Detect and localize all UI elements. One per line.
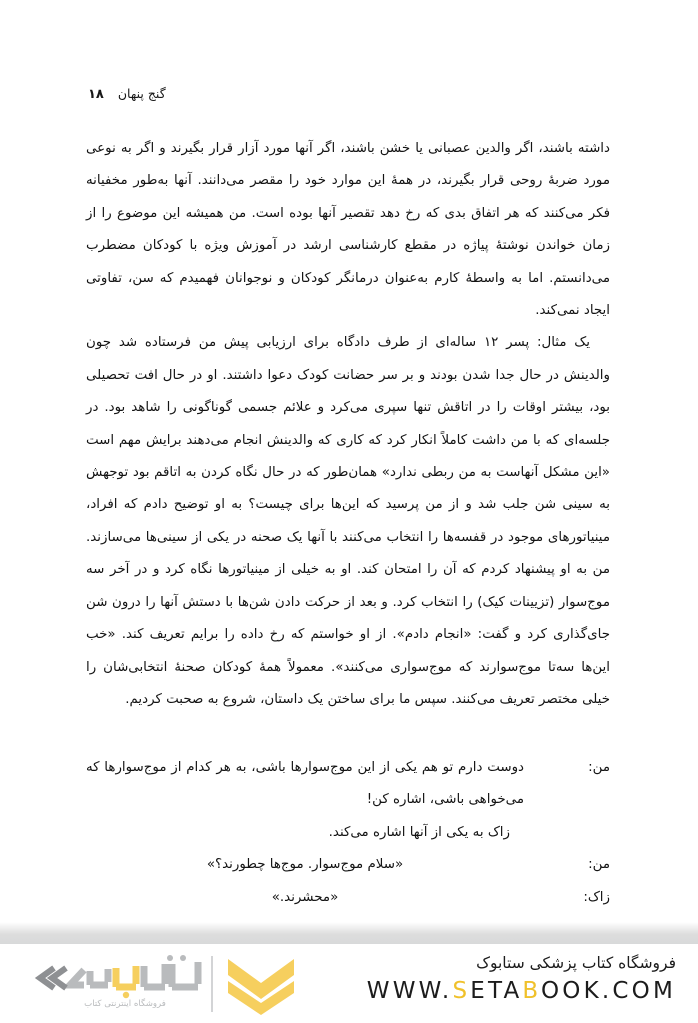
body-text (86, 133, 610, 716)
footer-text-group (316, 950, 676, 1006)
speech-text: «محشرند.» (271, 889, 339, 905)
paragraph-2: یک مثال: پسر ۱۲ ساله‌ای از طرف دادگاه برای ارزیابی پیش من فرستاده شد چون والدینش در حال جدا شدن بودند و بر سر حضانت کودک دعوا داشتند. او در حال افت تحصیلی بود، بیشتر اوقات را در اتاقش تنها سپری می‌کرد و علائم جسمی گوناگونی را شاهد بود. در جلسه‌ای که با من داشت کاملاً انکار کرد که کاری که والدینش انجام می‌دهند برایش مهم است «این مشکل آنهاست به من ربطی ندارد» همان‌طور که در حال نگاه کردن به اتاقم بود توجهش به سینی شن جلب شد و از من پرسید که این‌ها برای چیست؟ به او توضیح دادم که افراد، مینیاتورهای موجود در قفسه‌ها را انتخاب می‌کنند با آنها یک صحنه در یکی از سینی‌ها می‌سازند. من به او پیشنهاد کردم که آن را امتحان کند. او به خیلی از مینیاتورها نگاه کرد و در آخر سه موج‌سوار (تزیینات کیک) را انتخاب کرد. و بعد از حرکت دادن شن‌ها با دستش آنها را درون شن جای‌گذاری کرد و گفت: «انجام دادم». از او خواستم که رخ داده را برایم تعریف کند. «خب این‌ها سه‌تا موج‌سوارند که موج‌سواری می‌کنند». معمولاً همهٔ کودکان صحنهٔ انتخابی‌شان را خیلی مختصر تعریف می‌کنند. سپس ما برای ساختن یک داستان، شروع به صحبت کردیم. (86, 335, 610, 707)
speaker-label: زاک: (583, 889, 610, 905)
speech-text: «سلام موج‌سوار. موج‌ها چطورند؟» (206, 857, 404, 873)
setabook-wordmark-icon (32, 954, 204, 1000)
stage-direction-text: زاک به یکی از آنها اشاره می‌کند. (328, 824, 510, 840)
book-title: گنج پنهان (117, 86, 166, 101)
url-segment-accent: B (522, 978, 541, 1004)
url-segment-accent: S (452, 978, 471, 1004)
url-segment: WWW. (366, 978, 453, 1004)
speech-text: دوست دارم تو هم یکی از این موج‌سوارها باشی، به هر کدام از موج‌سوارها که می‌خواهی باشی، اشاره کن! (86, 760, 524, 808)
running-header (88, 86, 610, 102)
speaker-label: من: (588, 857, 610, 873)
dialogue-turn (86, 882, 610, 914)
brand-logo[interactable] (28, 950, 328, 1020)
chevron-stack-icon (228, 957, 294, 1015)
footer-divider (0, 922, 698, 944)
dialogue-stage-direction (86, 817, 610, 849)
logo-divider (211, 956, 213, 1012)
footer-url[interactable] (316, 976, 676, 1006)
dialogue-turn (86, 849, 610, 881)
footer-tagline: فروشگاه کتاب پزشکی ستابوک (476, 954, 676, 972)
dialogue-block (86, 752, 610, 914)
page-number: ۱۸ (88, 87, 104, 102)
dialogue-turn (86, 752, 610, 817)
speaker-label: من: (588, 760, 610, 775)
url-segment: OOK.COM (540, 978, 676, 1004)
paragraph-1: داشته باشند، اگر والدین عصبانی یا خشن باشند، اگر آنها مورد آزار قرار بگیرند و اگر به نوعی مورد ضربهٔ روحی قرار بگیرند، در همهٔ این موارد خود را مقصر می‌دانند. آنها به‌طور مخفیانه فکر می‌کنند که هر اتفاق بدی که رخ دهد تقصیر آنها بوده است. من همیشه این موضوع را از زمان خواندن نوشتهٔ پیاژه در مقطع کارشناسی ارشد در آموزش ویژه با کودکان مضطرب می‌دانستم. اما به واسطهٔ کارم به‌عنوان درمانگر کودکان و نوجوانان فهمیدم که سن، تفاوتی ایجاد نمی‌کند. (86, 141, 610, 319)
logo-subtitle: فروشگاه اینترنتی کتاب (84, 999, 166, 1009)
footer-branding (0, 944, 698, 1023)
url-segment: ETA (470, 978, 523, 1004)
